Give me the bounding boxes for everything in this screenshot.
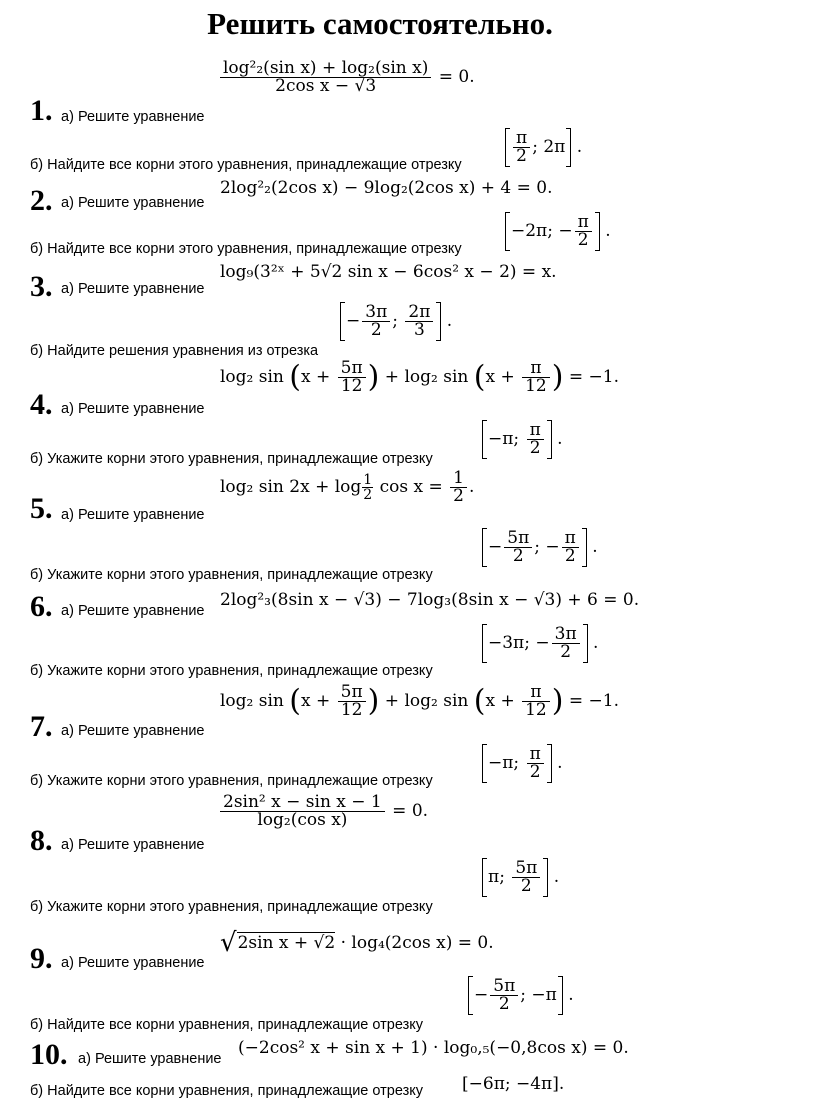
equation-6: 2log²₃(8sin x − √3) − 7log₃(8sin x − √3) + 6 = 0. (220, 590, 640, 610)
segment-8: π; $\frac{5\pi}{2}$ . (482, 858, 559, 897)
part-b-label: б) Укажите корни этого уравнения, принадлежащие отрезку (30, 567, 433, 583)
equation-7: log₂ sin (x + $\frac{5\pi}{12}$ ) + log₂ sin (x + $\frac{\pi}{12}$ ) = −1. (220, 682, 619, 720)
segment-3: − $\frac{3\pi}{2}$ ; $\frac{2\pi}{3}$ . (340, 302, 452, 341)
problem-number: 8. (30, 824, 53, 857)
part-a-label: а) Решите уравнение (61, 955, 205, 971)
part-a-label: а) Решите уравнение (61, 507, 205, 523)
part-b-label: б) Найдите все корни этого уравнения, принадлежащие отрезку (30, 241, 462, 257)
part-a-label: а) Решите уравнение (61, 837, 205, 853)
equation-9: √2sin x + √2 · log₄(2cos x) = 0. (220, 928, 494, 958)
problem-number: 9. (30, 942, 53, 975)
part-b-label: б) Укажите корни этого уравнения, принадлежащие отрезку (30, 451, 433, 467)
page-title: Решить самостоятельно. (207, 6, 553, 41)
part-a-label: а) Решите уравнение (61, 723, 205, 739)
problem-number: 3. (30, 270, 53, 303)
equation-5: log₂ sin 2x + log $\frac{1}{2}$ cos x = $\frac{1}{2}$ . (220, 468, 475, 506)
segment-1: $\frac{\pi}{2}$ ; 2π . (505, 128, 582, 167)
part-a-label: а) Решите уравнение (61, 603, 205, 619)
part-b-label: б) Найдите все корни этого уравнения, принадлежащие отрезку (30, 157, 462, 173)
equation-2: 2log²₂(2cos x) − 9log₂(2cos x) + 4 = 0. (220, 178, 553, 198)
problem-number: 1. (30, 94, 53, 127)
part-b-label: б) Укажите корни этого уравнения, принадлежащие отрезку (30, 773, 433, 789)
equation-1: $\frac{\text{log²₂(sin x) + log₂(sin x)}}{\text{2cos x − √3}}$ = 0. (218, 60, 475, 95)
segment-10: [−6π; −4π]. (462, 1074, 565, 1094)
part-b-label: б) Найдите все корни уравнения, принадлежащие отрезку (30, 1083, 423, 1099)
segment-5: − $\frac{5\pi}{2}$ ; − $\frac{\pi}{2}$ . (482, 528, 598, 567)
problem-number: 5. (30, 492, 53, 525)
segment-6: −3π; − $\frac{3\pi}{2}$ . (482, 624, 598, 663)
problem-number: 2. (30, 184, 53, 217)
segment-2: −2π; − $\frac{\pi}{2}$ . (505, 212, 611, 251)
part-a-label: а) Решите уравнение (61, 109, 205, 125)
part-b-label: б) Найдите решения уравнения из отрезка (30, 343, 319, 359)
problem-number: 10. (30, 1038, 68, 1071)
equation-10: (−2cos² x + sin x + 1) · log₀,₅(−0,8cos x) = 0. (238, 1038, 629, 1058)
part-b-label: б) Укажите корни этого уравнения, принадлежащие отрезку (30, 663, 433, 679)
problem-number: 4. (30, 388, 53, 421)
equation-4: log₂ sin (x + $\frac{5\pi}{12}$ ) + log₂ sin (x + $\frac{\pi}{12}$ ) = −1. (220, 358, 619, 396)
part-a-label: а) Решите уравнение (78, 1051, 222, 1067)
part-b-label: б) Найдите все корни уравнения, принадлежащие отрезку (30, 1017, 423, 1033)
part-a-label: а) Решите уравнение (61, 281, 205, 297)
segment-4: −π; $\frac{\pi}{2}$ . (482, 420, 563, 459)
segment-9: − $\frac{5\pi}{2}$ ; −π . (468, 976, 574, 1015)
part-a-label: а) Решите уравнение (61, 195, 205, 211)
part-b-label: б) Укажите корни этого уравнения, принадлежащие отрезку (30, 899, 433, 915)
problem-number: 7. (30, 710, 53, 743)
problem-number: 6. (30, 590, 53, 623)
equation-8: $\frac{\text{2sin² x − sin x − 1}}{\text{log₂(cos x)}}$ = 0. (218, 794, 428, 829)
equation-3: log₉(3²ˣ + 5√2 sin x − 6cos² x − 2) = x. (220, 262, 557, 282)
segment-7: −π; $\frac{\pi}{2}$ . (482, 744, 563, 783)
part-a-label: а) Решите уравнение (61, 401, 205, 417)
